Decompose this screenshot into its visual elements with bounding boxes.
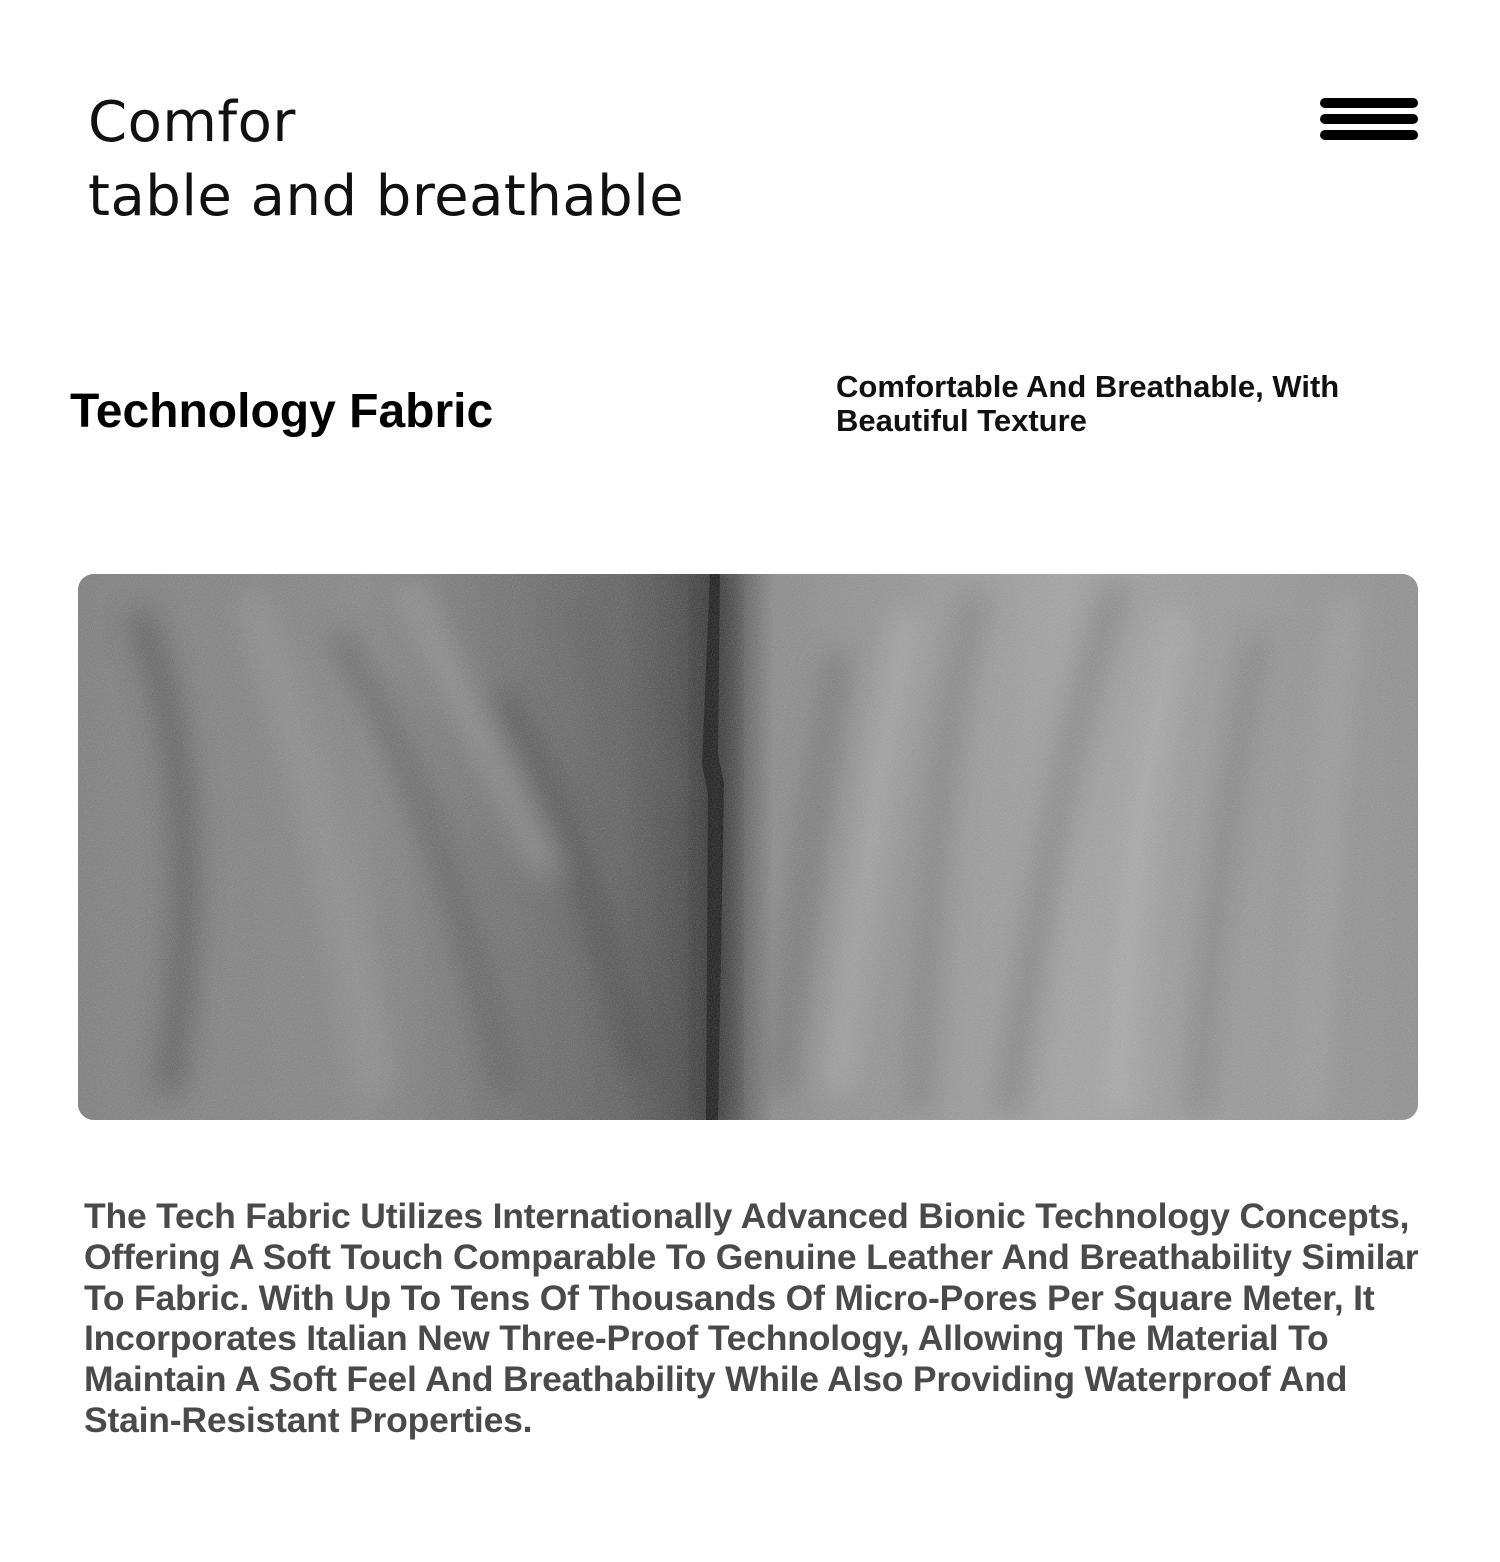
hero-title-line-1: Comfor bbox=[88, 90, 296, 155]
hero-title bbox=[88, 86, 684, 234]
menu-bar bbox=[1320, 130, 1418, 140]
hamburger-menu-icon[interactable] bbox=[1320, 98, 1418, 142]
fabric-description: The Tech Fabric Utilizes Internationally Advanced Bionic Technology Concepts, Offering A Soft Touch Comparable To Genuine Leather And Breathability Similar To Fabric. With Up To Tens Of Thousands Of Micro-Pores Per Square Meter, It Incorporates Italian New Three-Proof Technology, Allowing The Material To Maintain A Soft Feel And Breathability While Also Providing Waterproof And Stain-Resistant Properties. bbox=[84, 1196, 1419, 1440]
hero-title-line-2: table and breathable bbox=[88, 164, 685, 229]
section-title: Technology Fabric bbox=[70, 385, 494, 438]
menu-bar bbox=[1320, 114, 1418, 124]
section-tagline: Comfortable And Breathable, With Beautiful Texture bbox=[836, 369, 1340, 438]
fabric-texture-photo bbox=[78, 574, 1418, 1120]
menu-bar bbox=[1320, 98, 1418, 108]
